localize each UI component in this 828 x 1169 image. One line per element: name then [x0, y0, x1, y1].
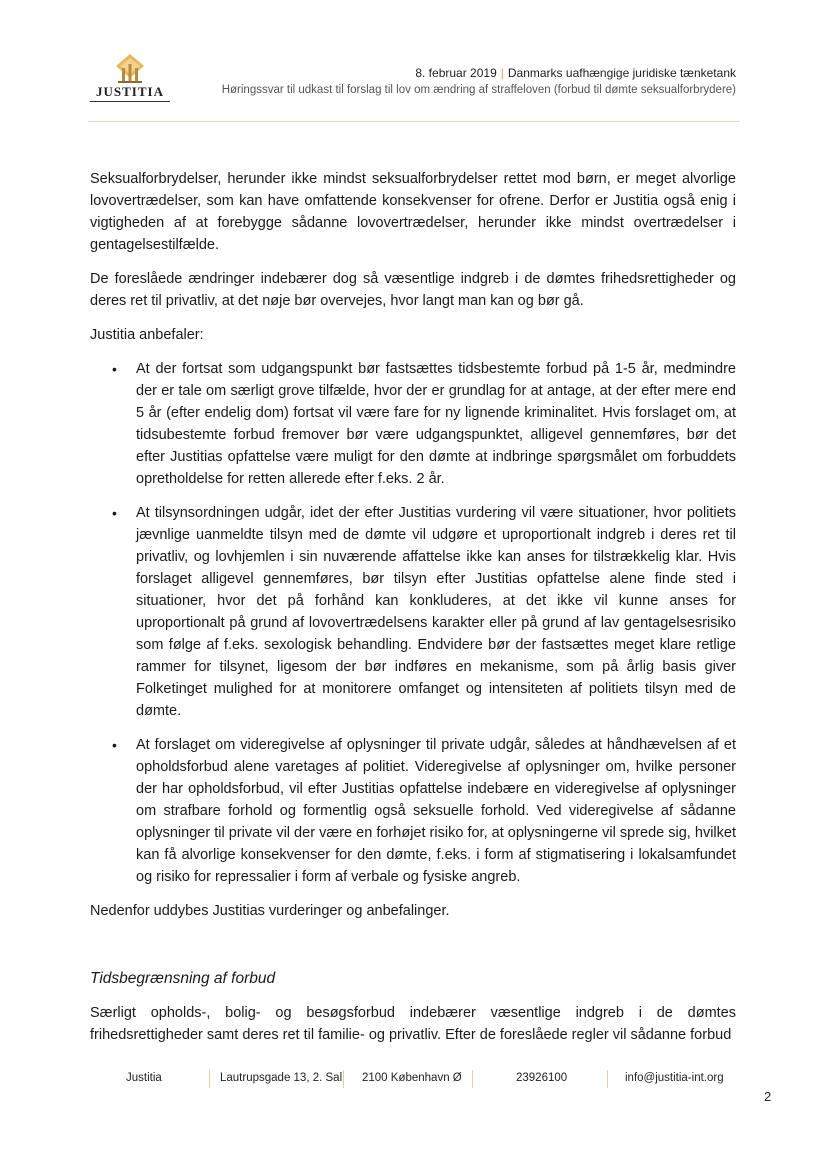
page-footer: [0, 1072, 828, 1092]
document-body: [90, 168, 736, 1058]
footer-city: 2100 København Ø: [362, 1072, 462, 1084]
footer-separator: [343, 1070, 344, 1088]
header-subtitle: Høringssvar til udkast til forslag til lov om ændring af straffeloven (forbud til dømte seksualforbrydere): [221, 84, 736, 96]
recommendations-list: [90, 358, 736, 888]
header-separator: |: [500, 66, 504, 80]
justitia-logo: [90, 52, 170, 100]
list-item: [112, 358, 736, 490]
bullet-icon: •: [112, 505, 117, 521]
footer-address: Lautrupsgade 13, 2. Sal: [220, 1072, 343, 1084]
section-heading: Tidsbegrænsning af forbud: [90, 970, 276, 987]
header-top-line: [415, 66, 736, 80]
footer-email[interactable]: info@justitia-int.org: [625, 1072, 724, 1084]
footer-separator: [209, 1070, 210, 1088]
list-item-text: At forslaget om videregivelse af oplysninger til private udgår, således at håndhævelsen af et opholdsforbud alene varetages af politiet. Videregivelse af oplysninger om, hvilke personer der har opholdsforbud, vil efter Justitias opfattelse indebære en videregivelse af oplysninger om strafbare forhold og formentlig også seksuelle forhold. Ved videregivelse af sådanne oplysninger til private vil der være en forhøjet risiko for, at oplysningerne vil sprede sig, hvilket kan få alvorlige konsekvenser for den dømte, f.eks. i form af stigmatisering i lokalsamfundet og risiko for repressalier i form af verbale og fysiske angreb.: [136, 737, 736, 885]
closing-paragraph: Nedenfor uddybes Justitias vurderinger og anbefalinger.: [90, 903, 450, 919]
header-divider: [88, 121, 740, 122]
footer-phone: 23926100: [516, 1072, 568, 1084]
bullet-icon: •: [112, 361, 117, 377]
header-org: Danmarks uafhængige juridiske tænketank: [507, 66, 736, 80]
list-item: [112, 734, 736, 888]
footer-separator: [472, 1070, 473, 1088]
logo-wordmark: JUSTITIA: [90, 84, 170, 102]
scales-emblem-icon: [108, 52, 152, 84]
footer-separator: [607, 1070, 608, 1088]
page-number: 2: [764, 1089, 772, 1104]
footer-org: Justitia: [126, 1072, 162, 1084]
intro-paragraph-1: Seksualforbrydelser, herunder ikke mindst seksualforbrydelser rettet mod børn, er meget alvorlige lovovertrædelser, som kan have omfattende konsekvenser for ofrene. Derfor er Justitia også enig i vigtigheden af at forebygge sådanne lovovertrædelser, herunder ikke mindst overtrædelser i gentagelsestilfælde.: [90, 171, 736, 253]
bullet-icon: •: [112, 737, 117, 753]
section-paragraph: Særligt opholds-, bolig- og besøgsforbud indebærer væsentlige indgreb i de dømtes frihedsrettigheder samt deres ret til familie- og privatliv. Efter de foreslåede regler vil sådanne forbud: [90, 1005, 736, 1043]
intro-paragraph-2: De foreslåede ændringer indebærer dog så væsentlige indgreb i de dømtes frihedsrettigheder og deres ret til privatliv, at det nøje bør overvejes, hvor langt man kan og bør gå.: [90, 271, 736, 309]
recommendations-lead: Justitia anbefaler:: [90, 327, 204, 343]
list-item: [112, 502, 736, 722]
list-item-text: At tilsynsordningen udgår, idet der efter Justitias vurdering vil være situationer, hvor politiets jævnlige uanmeldte tilsyn med de dømte vil udgøre et uproportionalt indgreb i deres ret til privatliv, og lovhjemlen i sin nuværende affattelse ikke kan anses for tilstrækkelig klar. Hvis forslaget alligevel gennemføres, bør tilsyn efter Justitias opfattelse alene finde sted i situationer, hvor det på forhånd kan konkluderes, at det ikke vil kunne anses for uproportionalt på grund af lovovertrædelsens karakter eller på grund af lav gentagelsesrisiko som følge af f.eks. sexologisk behandling. Endvidere bør der fastsættes meget klare retlige rammer for tilsynet, ligesom der bør indføres en mekanisme, som på årlig basis giver Folketinget mulighed for at monitorere omfanget og intensiteten af politiets tilsyn med de dømte.: [136, 505, 736, 719]
header-date: 8. februar 2019: [415, 66, 497, 80]
list-item-text: At der fortsat som udgangspunkt bør fastsættes tidsbestemte forbud på 1-5 år, medmindre der er tale om særligt grove tilfælde, hvor der er grundlag for at antage, at der efter mere end 5 år (efter endelig dom) fortsat vil være fare for ny lignende kriminalitet. Hvis forslaget om, at tidsubestemte forbud fremover bør være udgangspunktet, alligevel gennemføres, bør det efter Justitias opfattelse være muligt for den dømte at indbringe spørgsmålet om forbuddets opretholdelse for retten allerede efter f.eks. 2 år.: [136, 361, 736, 487]
